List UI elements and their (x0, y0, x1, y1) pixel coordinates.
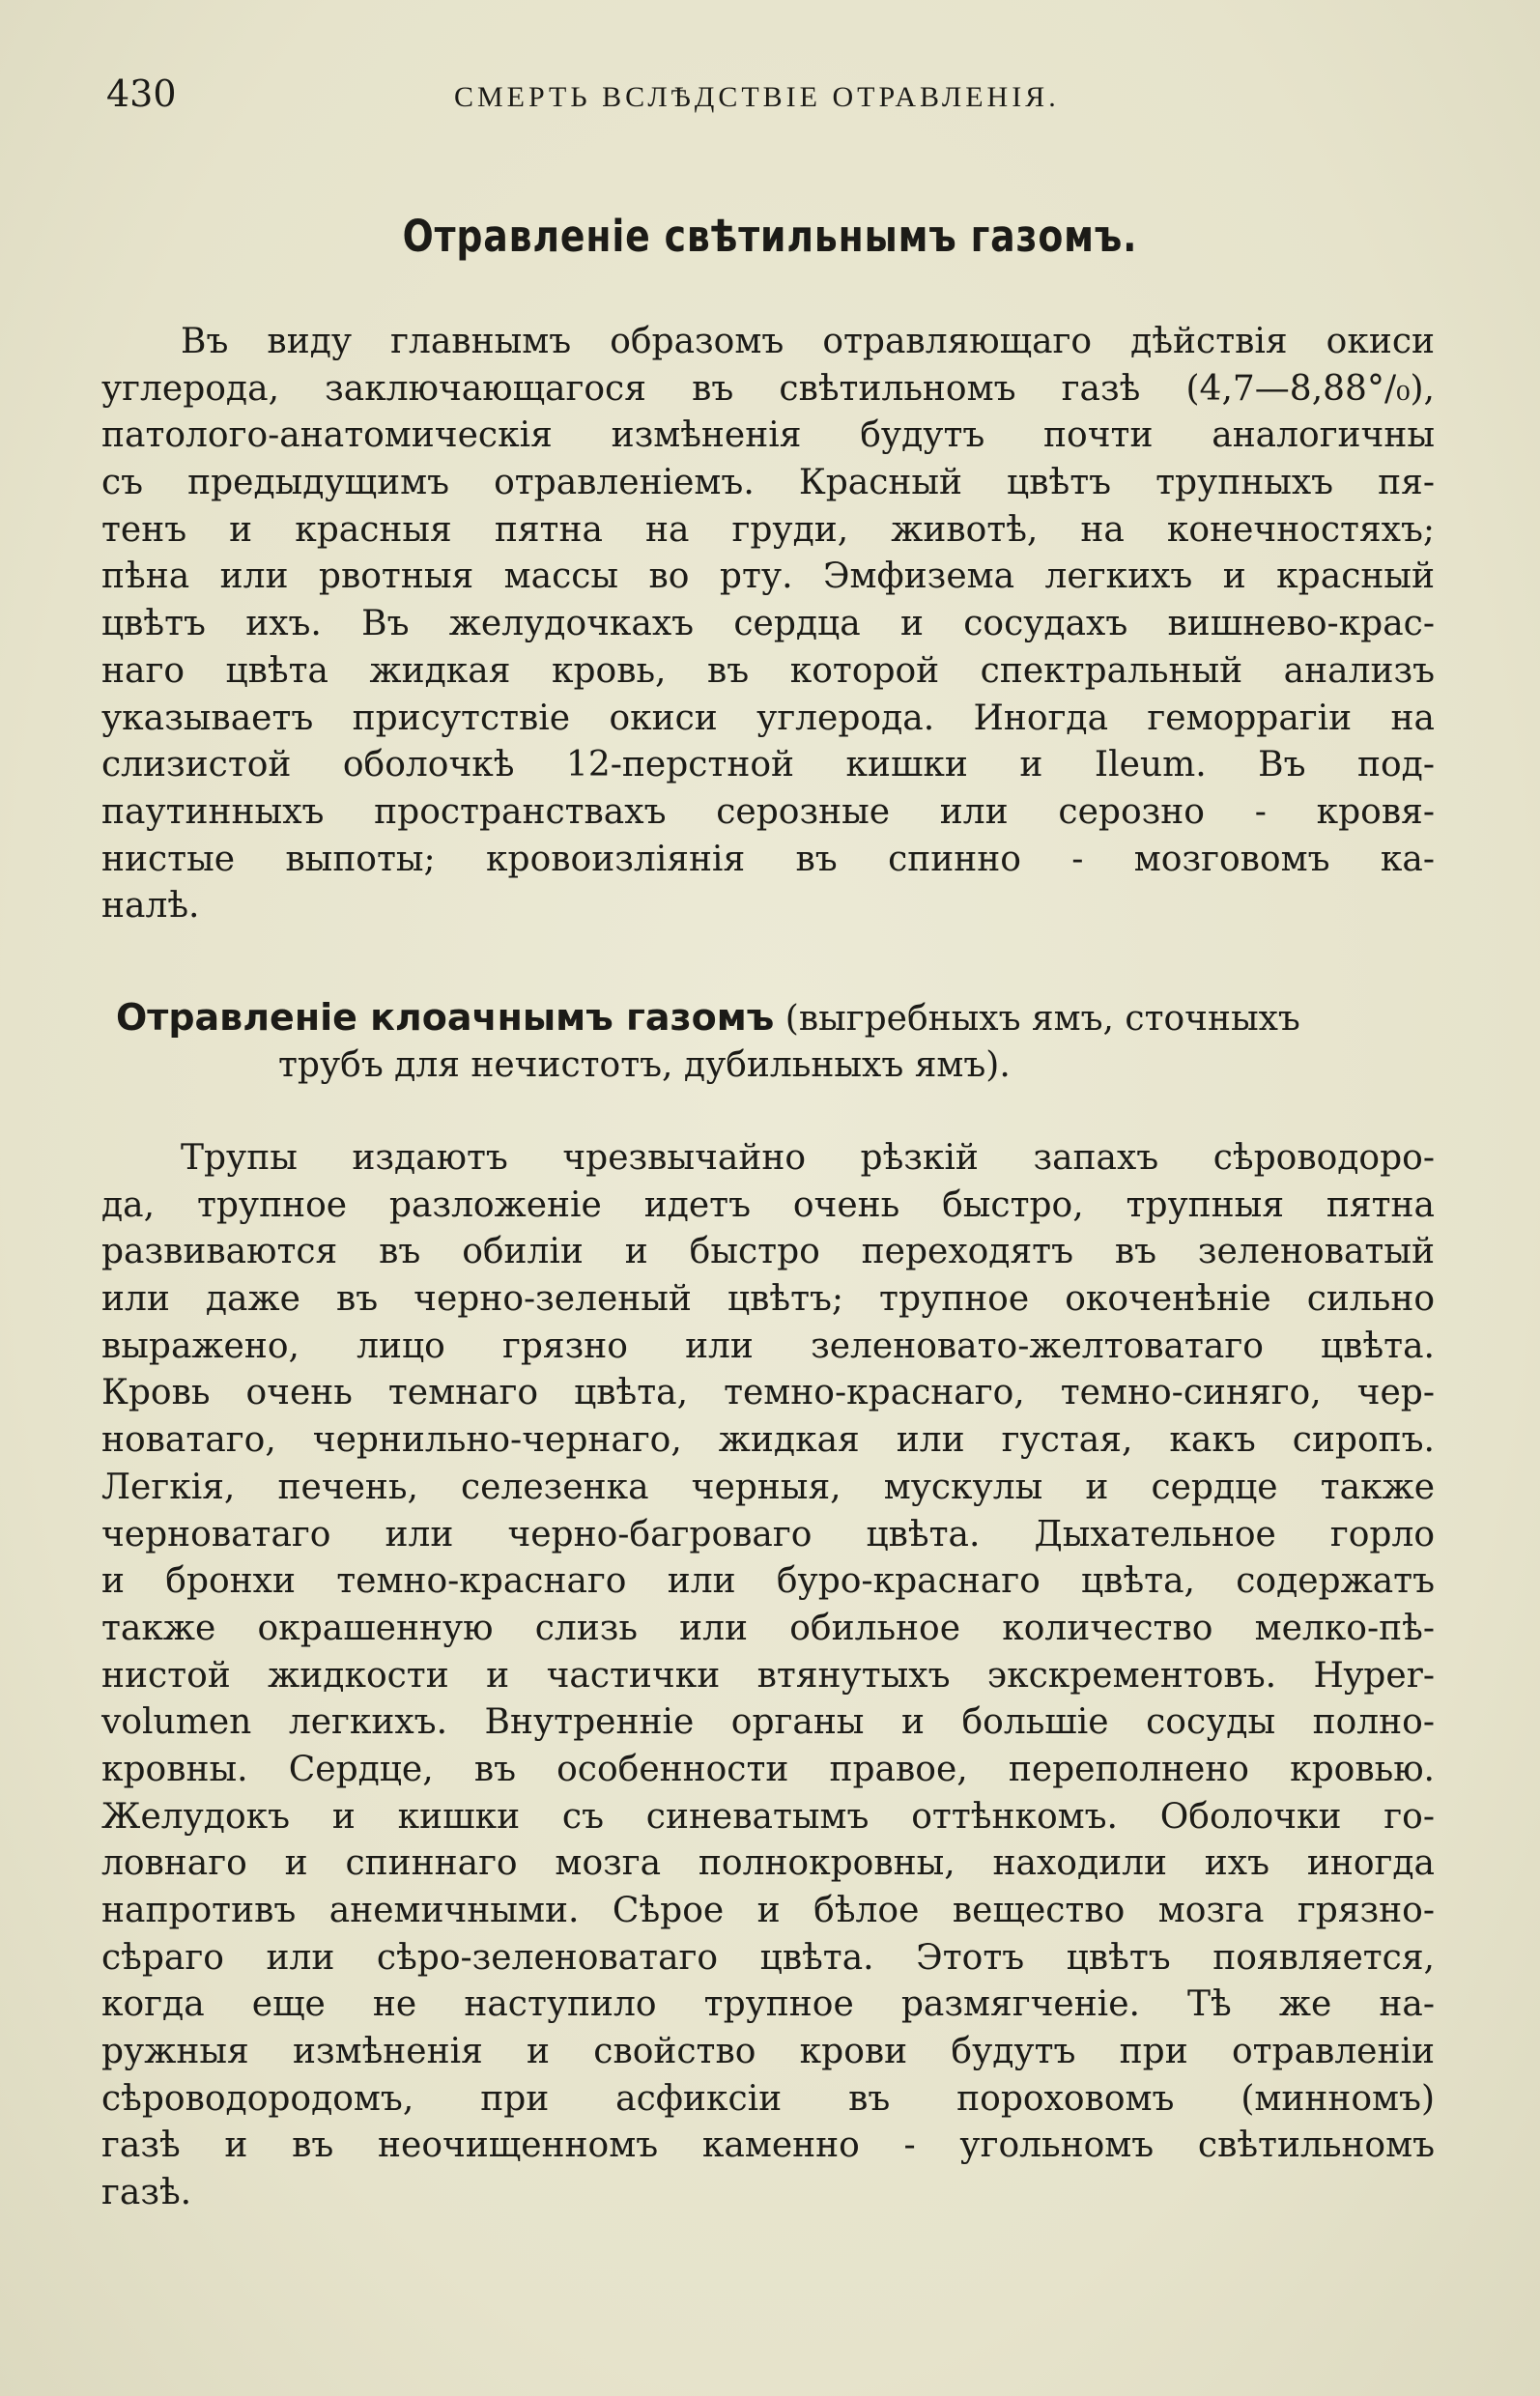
text-line: развиваются въ обиліи и быстро переходятъ въ зеленоватый (101, 1232, 1435, 1272)
text-line: Въ виду главнымъ образомъ отравляющаго дѣйствія окиси (181, 322, 1435, 361)
text-line: сѣроводородомъ, при асфиксіи въ пороховомъ (минномъ) (101, 2078, 1435, 2119)
text-line: указываетъ присутствіе окиси углерода. Иногда геморрагіи на (101, 698, 1435, 738)
section-heading-sewer-gas (116, 993, 1440, 1090)
heading-line: трубъ для нечистотъ, дубильныхъ ямъ). (278, 1045, 1011, 1085)
text-line: нистой жидкости и частички втянутыхъ экскрементовъ. Hyper- (101, 1655, 1435, 1696)
text-line: углерода, заключающагося въ свѣтильномъ газѣ (4,7—8,88°/₀), (101, 368, 1435, 409)
text-line: Желудокъ и кишки съ синеватымъ оттѣнкомъ. Оболочки го- (101, 1796, 1435, 1837)
text-line: пѣна или рвотныя массы во рту. Эмфизема легкихъ и красный (101, 556, 1435, 597)
text-line: ружныя измѣненія и свойство крови будутъ при отравленіи (101, 2032, 1435, 2072)
paragraph-sewer-gas (101, 1135, 1435, 2217)
text-line: когда еще не наступило трупное размягченіе. Тѣ же на- (101, 1984, 1435, 2025)
text-line: патолого-анатомическія измѣненія будутъ почти аналогичны (101, 415, 1435, 456)
page-number: 430 (106, 72, 177, 115)
text-line: нистые выпоты; кровоизліянія въ спинно - мозговомъ ка- (101, 839, 1435, 879)
heading-bold-title: Отравленіе клоачнымъ газомъ (116, 996, 775, 1039)
text-line: ловнаго и спиннаго мозга полнокровны, находили ихъ иногда (101, 1843, 1435, 1884)
heading-line (116, 993, 1440, 1041)
text-line: напротивъ анемичными. Сѣрое и бѣлое вещество мозга грязно- (101, 1891, 1435, 1930)
text-line: кровны. Сердце, въ особенности правое, переполнено кровью. (101, 1749, 1435, 1789)
text-line: Трупы издаютъ чрезвычайно рѣзкій запахъ сѣроводоро- (181, 1138, 1435, 1178)
text-line: наго цвѣта жидкая кровь, въ которой спектральный анализъ (101, 650, 1435, 691)
text-line: Легкія, печень, селезенка черныя, мускулы и сердце также (101, 1467, 1435, 1507)
section-title-lighting-gas: Отравленіе свѣтильнымъ газомъ. (402, 211, 1138, 262)
page-header (106, 70, 1440, 118)
text-line: тенъ и красныя пятна на груди, животѣ, на конечностяхъ; (101, 509, 1435, 550)
text-line: газѣ. (101, 2173, 192, 2213)
paragraph-lighting-gas (101, 319, 1435, 930)
text-line: новатаго, чернильно-чернаго, жидкая или густая, какъ сиропъ. (101, 1420, 1435, 1461)
heading-title-rest: (выгребныхъ ямъ, сточныхъ (784, 999, 1300, 1039)
text-line: съ предыдущимъ отравленіемъ. Красный цвѣтъ трупныхъ пя- (101, 463, 1435, 503)
text-line: газѣ и въ неочищенномъ каменно - угольномъ свѣтильномъ (101, 2125, 1435, 2166)
text-line: выражено, лицо грязно или зеленовато-желтоватаго цвѣта. (101, 1326, 1435, 1366)
text-line: налѣ. (101, 886, 200, 927)
text-line: volumen легкихъ. Внутренніе органы и большіе сосуды полно- (101, 1702, 1435, 1743)
text-line: цвѣтъ ихъ. Въ желудочкахъ сердца и сосудахъ вишнево-крас- (101, 604, 1435, 644)
text-line: паутинныхъ пространствахъ серозные или серозно - кровя- (101, 791, 1435, 832)
text-line: слизистой оболочкѣ 12-перстной кишки и Ileum. Въ под- (101, 745, 1435, 785)
text-line: да, трупное разложеніе идетъ очень быстро, трупныя пятна (101, 1184, 1435, 1225)
text-line: или даже въ черно-зеленый цвѣтъ; трупное окоченѣніе сильно (101, 1279, 1435, 1320)
text-line: также окрашенную слизь или обильное количество мелко-пѣ- (101, 1608, 1435, 1648)
text-line: черноватаго или черно-багроваго цвѣта. Дыхательное горло (101, 1514, 1435, 1555)
text-line: и бронхи темно-краснаго или буро-краснаго цвѣта, содержатъ (101, 1561, 1435, 1602)
text-line: Кровь очень темнаго цвѣта, темно-краснаго, темно-синяго, чер- (101, 1373, 1435, 1413)
text-line: сѣраго или сѣро-зеленоватаго цвѣта. Этотъ цвѣтъ появляется, (101, 1937, 1435, 1978)
running-head: СМЕРТЬ ВСЛѢДСТВІЕ ОТРАВЛЕНІЯ. (454, 81, 1060, 113)
